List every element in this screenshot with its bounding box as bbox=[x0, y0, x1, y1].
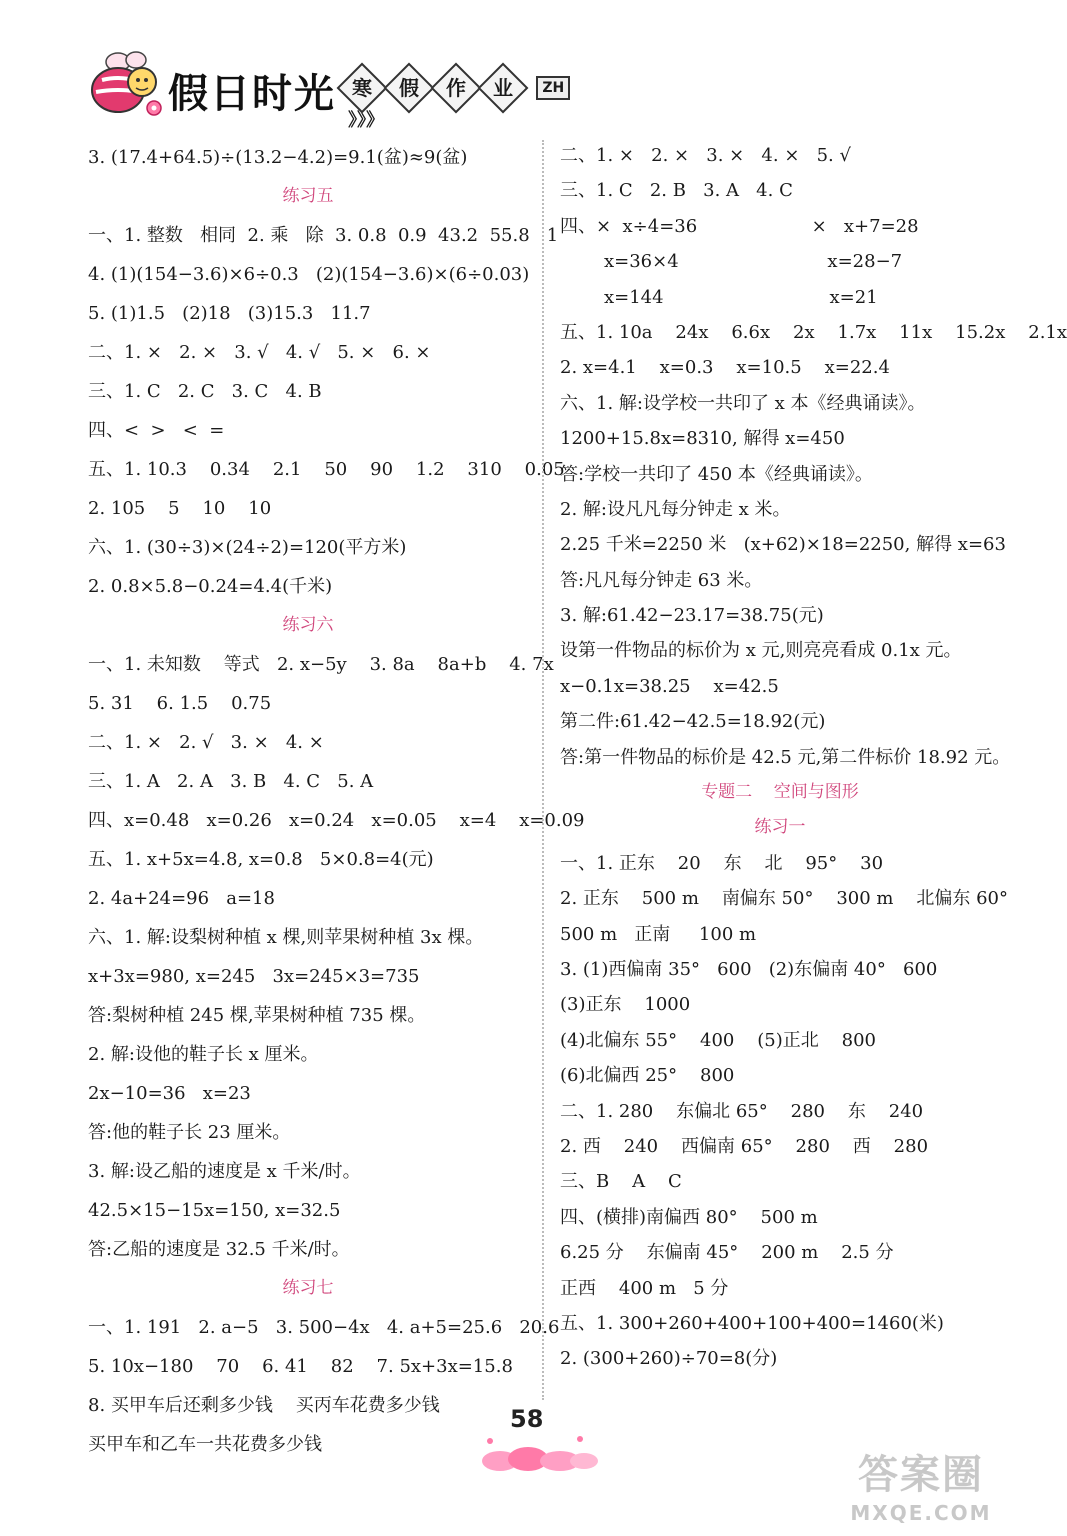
answer-line: 答:梨树种植 245 棵,苹果树种植 735 棵。 bbox=[88, 1005, 426, 1026]
answer-line: 5. (1)1.5 (2)18 (3)15.3 11.7 bbox=[88, 303, 371, 324]
answer-line: 一、1. 整数 相同 2. 乘 除 3. 0.8 0.9 43.2 55.8 1 bbox=[88, 225, 559, 246]
answer-line: 二、1. × 2. √ 3. × 4. × bbox=[88, 732, 324, 753]
answer-line: 42.5×15−15x=150, x=32.5 bbox=[88, 1200, 341, 1221]
answer-line: 正西 400 m 5 分 bbox=[560, 1277, 729, 1299]
answer-line: 6.25 分 东偏南 45° 200 m 2.5 分 bbox=[560, 1242, 894, 1264]
answer-line: 2.25 千米=2250 米 (x+62)×18=2250, 解得 x=63 bbox=[560, 534, 1006, 556]
answer-line: 2x−10=36 x=23 bbox=[88, 1083, 251, 1104]
answer-line: 2. 正东 500 m 南偏东 50° 300 m 北偏东 60° bbox=[560, 888, 1008, 910]
answer-line: 三、B A C bbox=[560, 1171, 682, 1193]
answer-line: 四、< > < = bbox=[88, 420, 225, 441]
flower-decoration-icon bbox=[480, 1433, 600, 1473]
answer-line: 答:学校一共印了 450 本《经典诵读》。 bbox=[560, 463, 873, 485]
subtitle bbox=[344, 70, 608, 131]
answer-line: 买甲车和乙车一共花费多少钱 bbox=[88, 1434, 322, 1455]
answer-line: 8. 买甲车后还剩多少钱 买丙车花费多少钱 bbox=[88, 1395, 440, 1416]
answer-line: 一、1. 未知数 等式 2. x−5y 3. 8a 8a+b 4. 7x bbox=[88, 654, 554, 675]
answer-line: 答:凡凡每分钟走 63 米。 bbox=[560, 569, 763, 591]
answer-line: 4. (1)(154−3.6)×6÷0.3 (2)(154−3.6)×(6÷0.03) bbox=[88, 264, 530, 285]
answer-line: 5. 31 6. 1.5 0.75 bbox=[88, 693, 272, 714]
answer-line: 设第一件物品的标价为 x 元,则亮亮看成 0.1x 元。 bbox=[560, 640, 962, 662]
answer-line: 2. (300+260)÷70=8(分) bbox=[560, 1348, 778, 1370]
answer-line: 5. 10x−180 70 6. 41 82 7. 5x+3x=15.8 bbox=[88, 1356, 513, 1377]
column-divider bbox=[542, 140, 544, 1400]
answer-line: 六、1. 解:设学校一共印了 x 本《经典诵读》。 bbox=[560, 392, 926, 414]
answer-line: 三、1. A 2. A 3. B 4. C 5. A bbox=[88, 771, 374, 792]
answer-line: 六、1. (30÷3)×(24÷2)=120(平方米) bbox=[88, 537, 407, 558]
answer-line: 五、1. 10.3 0.34 2.1 50 90 1.2 310 0.05 bbox=[88, 459, 565, 480]
answer-line: 五、1. 300+260+400+100+400=1460(米) bbox=[560, 1312, 944, 1334]
answer-line: 3. (1)西偏南 35° 600 (2)东偏南 40° 600 bbox=[560, 958, 938, 980]
subtitle-char: 业 bbox=[478, 63, 529, 114]
answer-line: (3)正东 1000 bbox=[560, 994, 691, 1016]
answer-line: x=144 x=21 bbox=[604, 286, 878, 308]
answer-line: 三、1. C 2. B 3. A 4. C bbox=[560, 180, 793, 202]
watermark bbox=[836, 1450, 1006, 1534]
arrows-icon: 》》》 bbox=[348, 110, 384, 131]
answer-line: x+3x=980, x=245 3x=245×3=735 bbox=[88, 966, 420, 987]
answer-line: 第二件:61.42−42.5=18.92(元) bbox=[560, 711, 826, 733]
answer-line: 四、x=0.48 x=0.26 x=0.24 x=0.05 x=4 x=0.09 bbox=[88, 810, 585, 831]
answer-line: 四、(横排)南偏西 80° 500 m bbox=[560, 1206, 818, 1228]
answer-line: 2. 解:设凡凡每分钟走 x 米。 bbox=[560, 498, 791, 520]
answer-line: 2. 西 240 西偏南 65° 280 西 280 bbox=[560, 1135, 929, 1157]
answer-line: (6)北偏西 25° 800 bbox=[560, 1065, 735, 1087]
page-number: 58 bbox=[510, 1405, 544, 1433]
left-answer-column bbox=[88, 138, 585, 1464]
answer-line: 2. 4a+24=96 a=18 bbox=[88, 888, 275, 909]
answer-line: 六、1. 解:设梨树种植 x 棵,则苹果树种植 3x 棵。 bbox=[88, 927, 484, 948]
answer-line: 3. (17.4+64.5)÷(13.2−4.2)=9.1(盆)≈9(盆) bbox=[88, 147, 468, 168]
section-heading: 练习七 bbox=[282, 1278, 334, 1298]
answer-line: x=36×4 x=28−7 bbox=[604, 251, 903, 273]
page-footer bbox=[480, 1405, 620, 1475]
watermark-url: MXQE.COM bbox=[850, 1501, 992, 1525]
answer-line: 二、1. × 2. × 3. √ 4. √ 5. × 6. × bbox=[88, 342, 431, 363]
book-title: 假日时光 bbox=[168, 71, 336, 117]
answer-line: 五、1. x+5x=4.8, x=0.8 5×0.8=4(元) bbox=[88, 849, 434, 870]
answer-line: 二、1. × 2. × 3. × 4. × 5. √ bbox=[560, 145, 851, 166]
right-answer-column bbox=[560, 138, 1067, 1377]
section-heading: 练习五 bbox=[282, 186, 334, 206]
answer-line: 三、1. C 2. C 3. C 4. B bbox=[88, 381, 322, 402]
answer-line: 一、1. 191 2. a−5 3. 500−4x 4. a+5=25.6 20.6 bbox=[88, 1317, 560, 1338]
answer-line: 500 m 正南 100 m bbox=[560, 923, 757, 945]
answer-line: 五、1. 10a 24x 6.6x 2x 1.7x 11x 15.2x 2.1x bbox=[560, 321, 1067, 343]
section-heading: 专题二 空间与图形 bbox=[701, 782, 859, 803]
answer-line: 答:第一件物品的标价是 42.5 元,第二件标价 18.92 元。 bbox=[560, 746, 1011, 768]
answer-line: 一、1. 正东 20 东 北 95° 30 bbox=[560, 852, 884, 874]
watermark-logo: 答案圈 bbox=[858, 1452, 984, 1498]
answer-line: 2. x=4.1 x=0.3 x=10.5 x=22.4 bbox=[560, 357, 890, 379]
answer-line: 2. 0.8×5.8−0.24=4.4(千米) bbox=[88, 576, 333, 597]
answer-line: (4)北偏东 55° 400 (5)正北 800 bbox=[560, 1029, 876, 1051]
answer-line: 1200+15.8x=8310, 解得 x=450 bbox=[560, 428, 845, 450]
answer-line: 二、1. 280 东偏北 65° 280 东 240 bbox=[560, 1100, 924, 1122]
answer-line: 2. 105 5 10 10 bbox=[88, 498, 272, 519]
edition-badge: ZH bbox=[536, 76, 570, 100]
section-heading: 练习一 bbox=[754, 817, 806, 838]
answer-line: 答:他的鞋子长 23 厘米。 bbox=[88, 1122, 291, 1143]
answer-line: 答:乙船的速度是 32.5 千米/时。 bbox=[88, 1239, 350, 1260]
answer-line: 2. 解:设他的鞋子长 x 厘米。 bbox=[88, 1044, 319, 1065]
answer-line: 3. 解:61.42−23.17=38.75(元) bbox=[560, 605, 824, 627]
subtitle-char: 假 bbox=[384, 63, 435, 114]
bee-icon bbox=[88, 48, 168, 120]
section-heading: 练习六 bbox=[282, 615, 334, 635]
answer-line: 四、× x÷4=36 × x+7=28 bbox=[560, 215, 919, 237]
subtitle-char: 寒 bbox=[337, 63, 388, 114]
answer-line: 3. 解:设乙船的速度是 x 千米/时。 bbox=[88, 1161, 361, 1182]
page-header bbox=[88, 48, 608, 131]
subtitle-char: 作 bbox=[431, 63, 482, 114]
answer-line: x−0.1x=38.25 x=42.5 bbox=[560, 675, 779, 697]
